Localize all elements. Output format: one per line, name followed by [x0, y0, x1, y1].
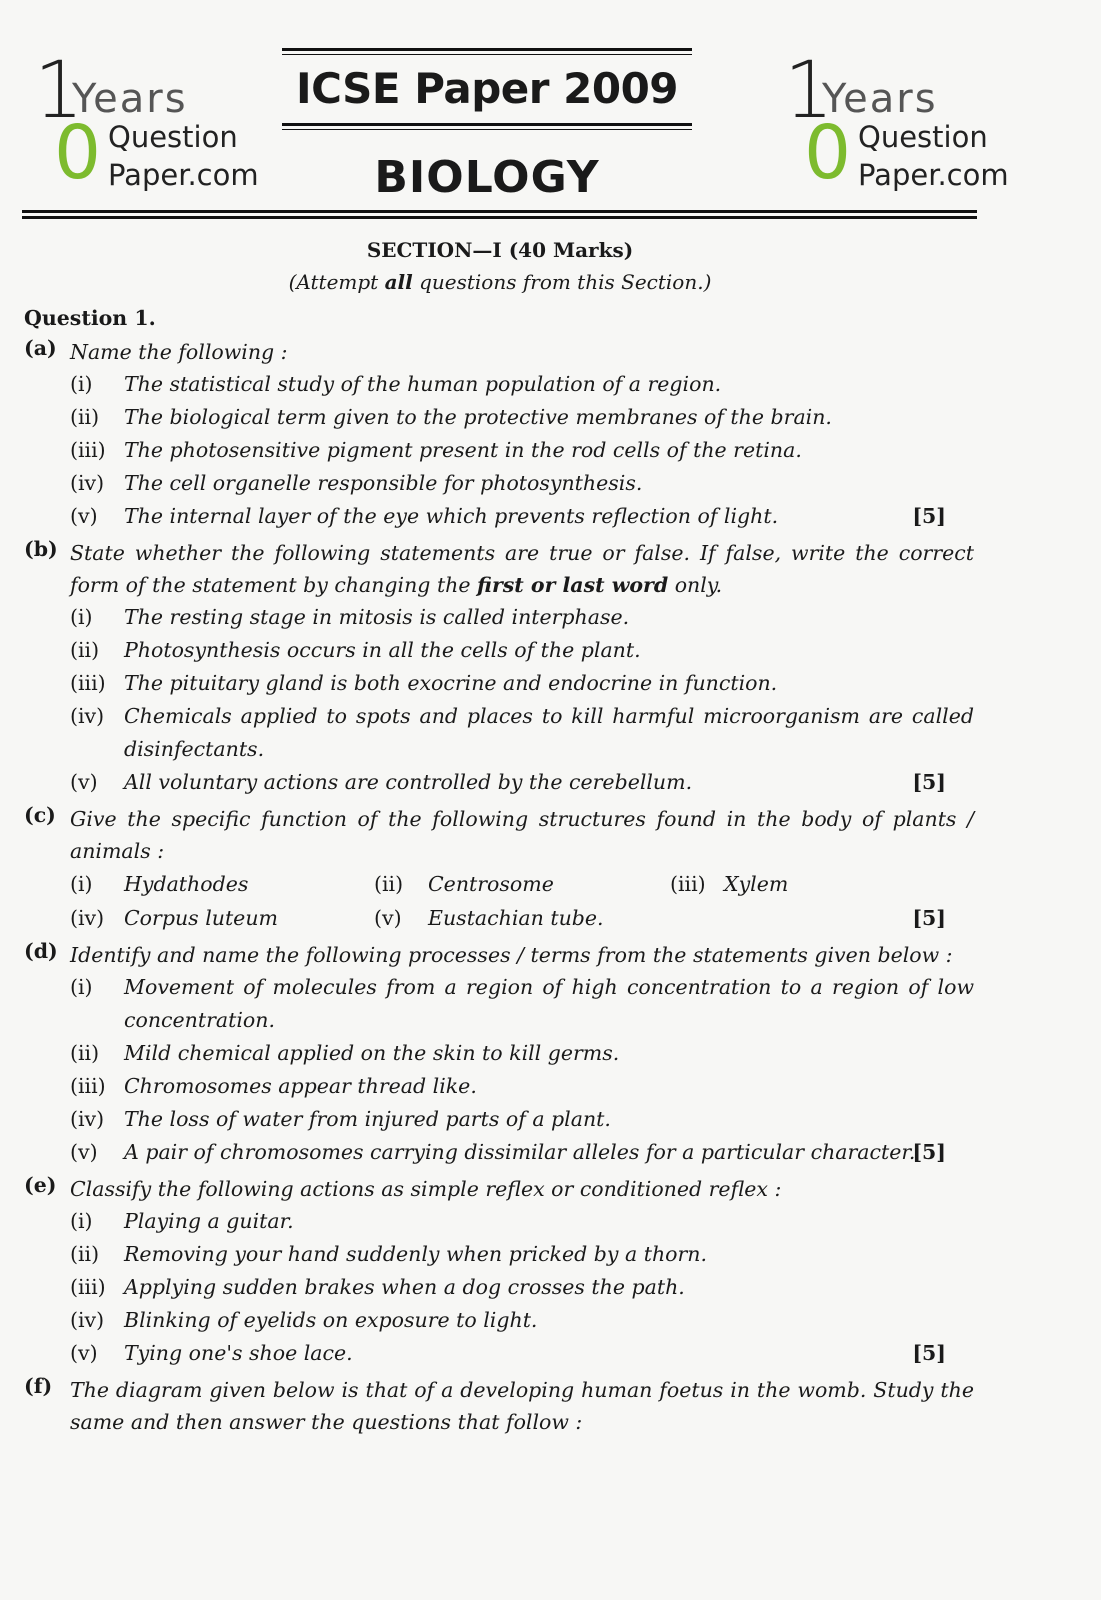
part-f: (f) The diagram given below is that of a developing human foetus in the womb. Study the same and then answer the questions that follow :	[24, 1374, 974, 1434]
list-item: (ii) The biological term given to the protective membranes of the brain.	[70, 405, 832, 429]
marks-badge: [5]	[912, 906, 946, 930]
marks-badge: [5]	[912, 1140, 946, 1164]
site-logo-left	[28, 46, 268, 198]
logo-years: Years	[822, 76, 938, 122]
marks-badge: [5]	[912, 504, 946, 528]
part-a: (a) Name the following :	[24, 336, 288, 364]
list-item: (iii) Chromosomes appear thread like.	[70, 1074, 477, 1098]
list-item: (iii) The photosensitive pigment present in the rod cells of the retina.	[70, 438, 802, 462]
list-item: (i) Movement of molecules from a region of high concentration to a region of low concentration.	[70, 975, 974, 1032]
marks-badge: [5]	[912, 770, 946, 794]
logo-digit-one: 1	[784, 46, 834, 136]
logo-paper: Paper.com	[108, 158, 259, 192]
logo-question: Question	[108, 120, 238, 154]
section-title: SECTION—I (40 Marks)	[366, 238, 634, 262]
subject-title: BIOLOGY	[374, 152, 600, 203]
part-d: (d) Identify and name the following processes / terms from the statements given below :	[24, 939, 953, 967]
list-item: (i) The statistical study of the human population of a region.	[70, 372, 722, 396]
list-item: (v) All voluntary actions are controlled by the cerebellum. [5]	[24, 766, 974, 799]
part-c: (c) Give the specific function of the following structures found in the body of plants / animals :	[24, 803, 974, 863]
grid-item: (iv) Corpus luteum	[70, 906, 278, 930]
grid-item: (v) Eustachian tube.	[374, 906, 604, 930]
list-item: (iii) Applying sudden brakes when a dog crosses the path.	[70, 1275, 685, 1299]
list-item: (v) Tying one's shoe lace. [5]	[24, 1337, 974, 1370]
grid-item: (iii) Xylem	[670, 872, 789, 896]
question-title: Question 1.	[24, 306, 156, 330]
logo-years: Years	[72, 76, 188, 122]
list-item: (ii) Photosynthesis occurs in all the cells of the plant.	[70, 638, 641, 662]
list-item: (ii) Removing your hand suddenly when pricked by a thorn.	[70, 1242, 708, 1266]
structure-grid	[24, 867, 974, 935]
grid-item: (ii) Centrosome	[374, 872, 554, 896]
list-item: (iv) The loss of water from injured parts of a plant.	[70, 1107, 611, 1131]
header-rule-bottom	[282, 123, 692, 130]
section-instruction: (Attempt all questions from this Section.)	[288, 270, 712, 294]
question-content	[24, 306, 974, 1438]
list-item: (i) Playing a guitar.	[70, 1209, 294, 1233]
list-item: (iii) The pituitary gland is both exocrine and endocrine in function.	[70, 671, 778, 695]
marks-badge: [5]	[912, 1341, 946, 1365]
list-item: (ii) Mild chemical applied on the skin to kill germs.	[70, 1041, 620, 1065]
part-b: (b) State whether the following statements are true or false. If false, write the correct form of the statement by changing the first or last word only.	[24, 537, 974, 597]
header-rule-top	[282, 48, 692, 55]
list-item: (iv) Chemicals applied to spots and places to kill harmful microorganism are called disinfectants.	[70, 704, 974, 761]
list-item: (v) A pair of chromosomes carrying dissimilar alleles for a particular character. [5]	[24, 1136, 974, 1169]
paper-title: ICSE Paper 2009	[295, 64, 679, 113]
grid-item: (i) Hydathodes	[70, 872, 249, 896]
list-item: (iv) Blinking of eyelids on exposure to light.	[70, 1308, 538, 1332]
list-item: (i) The resting stage in mitosis is called interphase.	[70, 605, 630, 629]
part-e: (e) Classify the following actions as simple reflex or conditioned reflex :	[24, 1173, 782, 1201]
logo-digit-zero: 0	[804, 110, 852, 196]
site-logo-right	[778, 46, 1018, 198]
logo-digit-one: 1	[34, 46, 84, 136]
logo-paper: Paper.com	[858, 158, 1009, 192]
paper-header	[282, 48, 692, 130]
logo-digit-zero: 0	[54, 110, 102, 196]
list-item: (v) The internal layer of the eye which prevents reflection of light. [5]	[24, 500, 974, 533]
main-divider	[22, 210, 977, 222]
logo-question: Question	[858, 120, 988, 154]
list-item: (iv) The cell organelle responsible for photosynthesis.	[70, 471, 643, 495]
